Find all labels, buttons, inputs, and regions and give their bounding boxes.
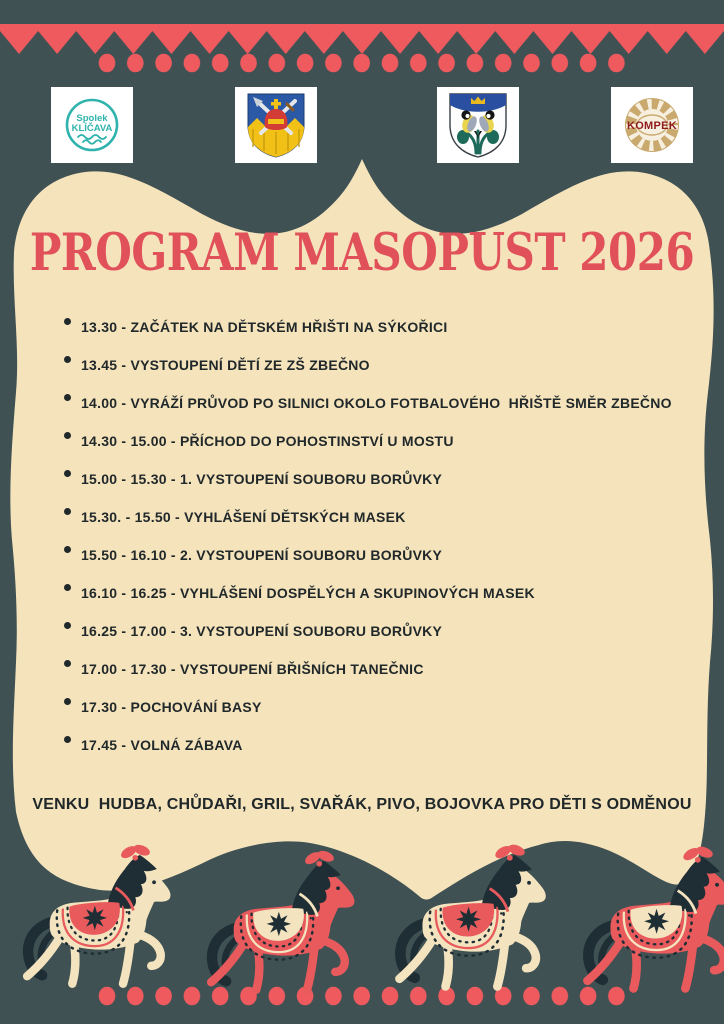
bullet-icon	[64, 736, 71, 743]
schedule-list	[64, 308, 672, 764]
schedule-item-text: 15.50 - 16.10 - 2. VYSTOUPENÍ SOUBORU BORŮVKY	[81, 547, 443, 563]
bullet-icon	[64, 470, 71, 477]
schedule-item	[64, 308, 672, 346]
bullet-icon	[64, 546, 71, 553]
schedule-item	[64, 726, 672, 764]
horse-cream-1	[27, 843, 170, 984]
schedule-item-text: 16.25 - 17.00 - 3. VYSTOUPENÍ SOUBORU BORŮVKY	[81, 623, 443, 639]
schedule-item-text: 14.00 - VYRÁŽÍ PRŮVOD PO SILNICI OKOLO FOTBALOVÉHO HŘIŠTĚ SMĚR ZBEČNO	[81, 395, 672, 411]
horse-red-1	[211, 849, 354, 990]
bullet-icon	[64, 584, 71, 591]
schedule-item	[64, 422, 672, 460]
bullet-icon	[64, 622, 71, 629]
schedule-item-text: 14.30 - 15.00 - PŘÍCHOD DO POHOSTINSTVÍ U MOSTU	[81, 433, 454, 449]
kompek-label: KOMPEK	[626, 120, 678, 132]
bullet-icon	[64, 660, 71, 667]
bullet-icon	[64, 698, 71, 705]
schedule-item-text: 17.45 - VOLNÁ ZÁBAVA	[81, 737, 243, 753]
schedule-item	[64, 650, 672, 688]
poster-title: PROGRAM MASOPUST 2026	[29, 222, 695, 283]
schedule-item	[64, 688, 672, 726]
horse-cream-2	[399, 842, 545, 986]
schedule-item	[64, 574, 672, 612]
footer-note: VENKU HUDBA, CHŮDAŘI, GRIL, SVAŘÁK, PIVO, BOJOVKA PRO DĚTI S ODMĚNOU	[32, 796, 692, 813]
schedule-item-text: 16.10 - 16.25 - VYHLÁŠENÍ DOSPĚLÝCH A SKUPINOVÝCH MASEK	[81, 585, 535, 601]
schedule-item-text: 17.00 - 17.30 - VYSTOUPENÍ BŘIŠNÍCH TANEČNIC	[81, 661, 424, 677]
schedule-item	[64, 460, 672, 498]
schedule-item-text: 17.30 - POCHOVÁNÍ BASY	[81, 699, 262, 715]
schedule-item-text: 15.30. - 15.50 - VYHLÁŠENÍ DĚTSKÝCH MASEK	[81, 509, 406, 525]
schedule-item	[64, 536, 672, 574]
schedule-item-text: 15.00 - 15.30 - 1. VYSTOUPENÍ SOUBORU BORŮVKY	[81, 471, 443, 487]
bullet-icon	[64, 432, 71, 439]
schedule-item	[64, 612, 672, 650]
spolek-line2: KLÍČAVA	[71, 123, 113, 134]
schedule-item	[64, 346, 672, 384]
bullet-icon	[64, 394, 71, 401]
spolek-line1: Spolek	[76, 113, 108, 124]
schedule-item-text: 13.30 - ZAČÁTEK NA DĚTSKÉM HŘIŠTI NA SÝKOŘICI	[81, 319, 448, 335]
folk-horses-row	[0, 842, 724, 1002]
schedule-item	[64, 498, 672, 536]
schedule-item	[64, 384, 672, 422]
schedule-item-text: 13.45 - VYSTOUPENÍ DĚTÍ ZE ZŠ ZBEČNO	[81, 357, 370, 373]
bullet-icon	[64, 356, 71, 363]
horse-red-2	[587, 844, 724, 988]
bullet-icon	[64, 508, 71, 515]
bullet-icon	[64, 318, 71, 325]
